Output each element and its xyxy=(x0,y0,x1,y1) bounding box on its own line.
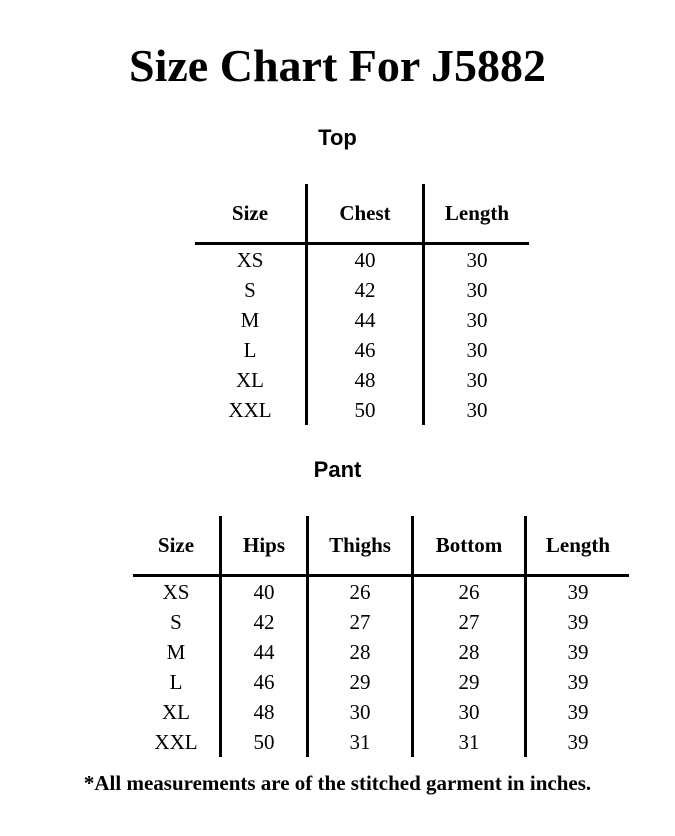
top-header-chest: Chest xyxy=(307,184,424,244)
pant-cell-length: 39 xyxy=(526,637,630,667)
top-cell-chest: 44 xyxy=(307,305,424,335)
pant-header-size: Size xyxy=(133,516,221,576)
pant-size-table xyxy=(133,516,629,757)
pant-cell-size: L xyxy=(169,670,183,694)
pant-cell-size: XL xyxy=(162,700,190,724)
table-row xyxy=(133,637,629,667)
table-row xyxy=(195,395,529,425)
top-cell-length: 30 xyxy=(424,244,530,276)
pant-cell-length: 39 xyxy=(526,727,630,757)
pant-cell-bottom: 28 xyxy=(413,637,526,667)
measurement-footnote: *All measurements are of the stitched garment in inches. xyxy=(83,771,592,795)
pant-cell-length: 39 xyxy=(526,576,630,608)
pant-cell-bottom: 30 xyxy=(413,697,526,727)
top-cell-chest: 50 xyxy=(307,395,424,425)
pant-cell-size: M xyxy=(166,640,186,664)
top-cell-size: XXL xyxy=(228,398,272,422)
top-cell-size: XS xyxy=(236,248,264,272)
pant-cell-length: 39 xyxy=(526,697,630,727)
pant-header-hips: Hips xyxy=(221,516,308,576)
pant-cell-thighs: 31 xyxy=(308,727,413,757)
pant-cell-size: XS xyxy=(162,580,190,604)
pant-cell-hips: 46 xyxy=(221,667,308,697)
pant-cell-hips: 40 xyxy=(221,576,308,608)
table-row xyxy=(133,727,629,757)
top-header-length: Length xyxy=(424,184,530,244)
pant-cell-thighs: 29 xyxy=(308,667,413,697)
top-cell-length: 30 xyxy=(424,395,530,425)
pant-cell-length: 39 xyxy=(526,607,630,637)
table-row xyxy=(195,365,529,395)
top-cell-size: S xyxy=(244,278,256,302)
top-cell-length: 30 xyxy=(424,365,530,395)
table-row xyxy=(195,305,529,335)
pant-cell-hips: 48 xyxy=(221,697,308,727)
table-row xyxy=(195,335,529,365)
top-cell-length: 30 xyxy=(424,335,530,365)
top-cell-size: M xyxy=(240,308,260,332)
pant-cell-hips: 50 xyxy=(221,727,308,757)
table-row xyxy=(133,697,629,727)
pant-table-header-row xyxy=(133,516,629,576)
pant-cell-size: S xyxy=(170,610,182,634)
pant-cell-thighs: 27 xyxy=(308,607,413,637)
top-header-size: Size xyxy=(195,184,307,244)
table-row xyxy=(195,275,529,305)
pant-header-length: Length xyxy=(526,516,630,576)
pant-cell-hips: 44 xyxy=(221,637,308,667)
pant-cell-bottom: 27 xyxy=(413,607,526,637)
top-size-table xyxy=(195,184,529,425)
table-row xyxy=(133,607,629,637)
pant-cell-size: XXL xyxy=(154,730,198,754)
pant-cell-bottom: 31 xyxy=(413,727,526,757)
top-cell-chest: 40 xyxy=(307,244,424,276)
pant-cell-thighs: 28 xyxy=(308,637,413,667)
top-cell-size: XL xyxy=(236,368,264,392)
pant-cell-bottom: 26 xyxy=(413,576,526,608)
top-cell-chest: 48 xyxy=(307,365,424,395)
top-cell-chest: 46 xyxy=(307,335,424,365)
top-cell-size: L xyxy=(243,338,257,362)
top-table-header-row xyxy=(195,184,529,244)
pant-cell-thighs: 30 xyxy=(308,697,413,727)
page-title: Size Chart For J5882 xyxy=(129,40,546,91)
table-row xyxy=(133,667,629,697)
top-cell-length: 30 xyxy=(424,305,530,335)
top-cell-length: 30 xyxy=(424,275,530,305)
pant-cell-length: 39 xyxy=(526,667,630,697)
table-row xyxy=(133,576,629,608)
top-cell-chest: 42 xyxy=(307,275,424,305)
table-row xyxy=(195,244,529,276)
pant-header-bottom: Bottom xyxy=(413,516,526,576)
pant-section-title: Pant xyxy=(313,457,362,482)
pant-cell-thighs: 26 xyxy=(308,576,413,608)
pant-cell-bottom: 29 xyxy=(413,667,526,697)
pant-header-thighs: Thighs xyxy=(308,516,413,576)
pant-cell-hips: 42 xyxy=(221,607,308,637)
top-section-title: Top xyxy=(318,125,357,150)
